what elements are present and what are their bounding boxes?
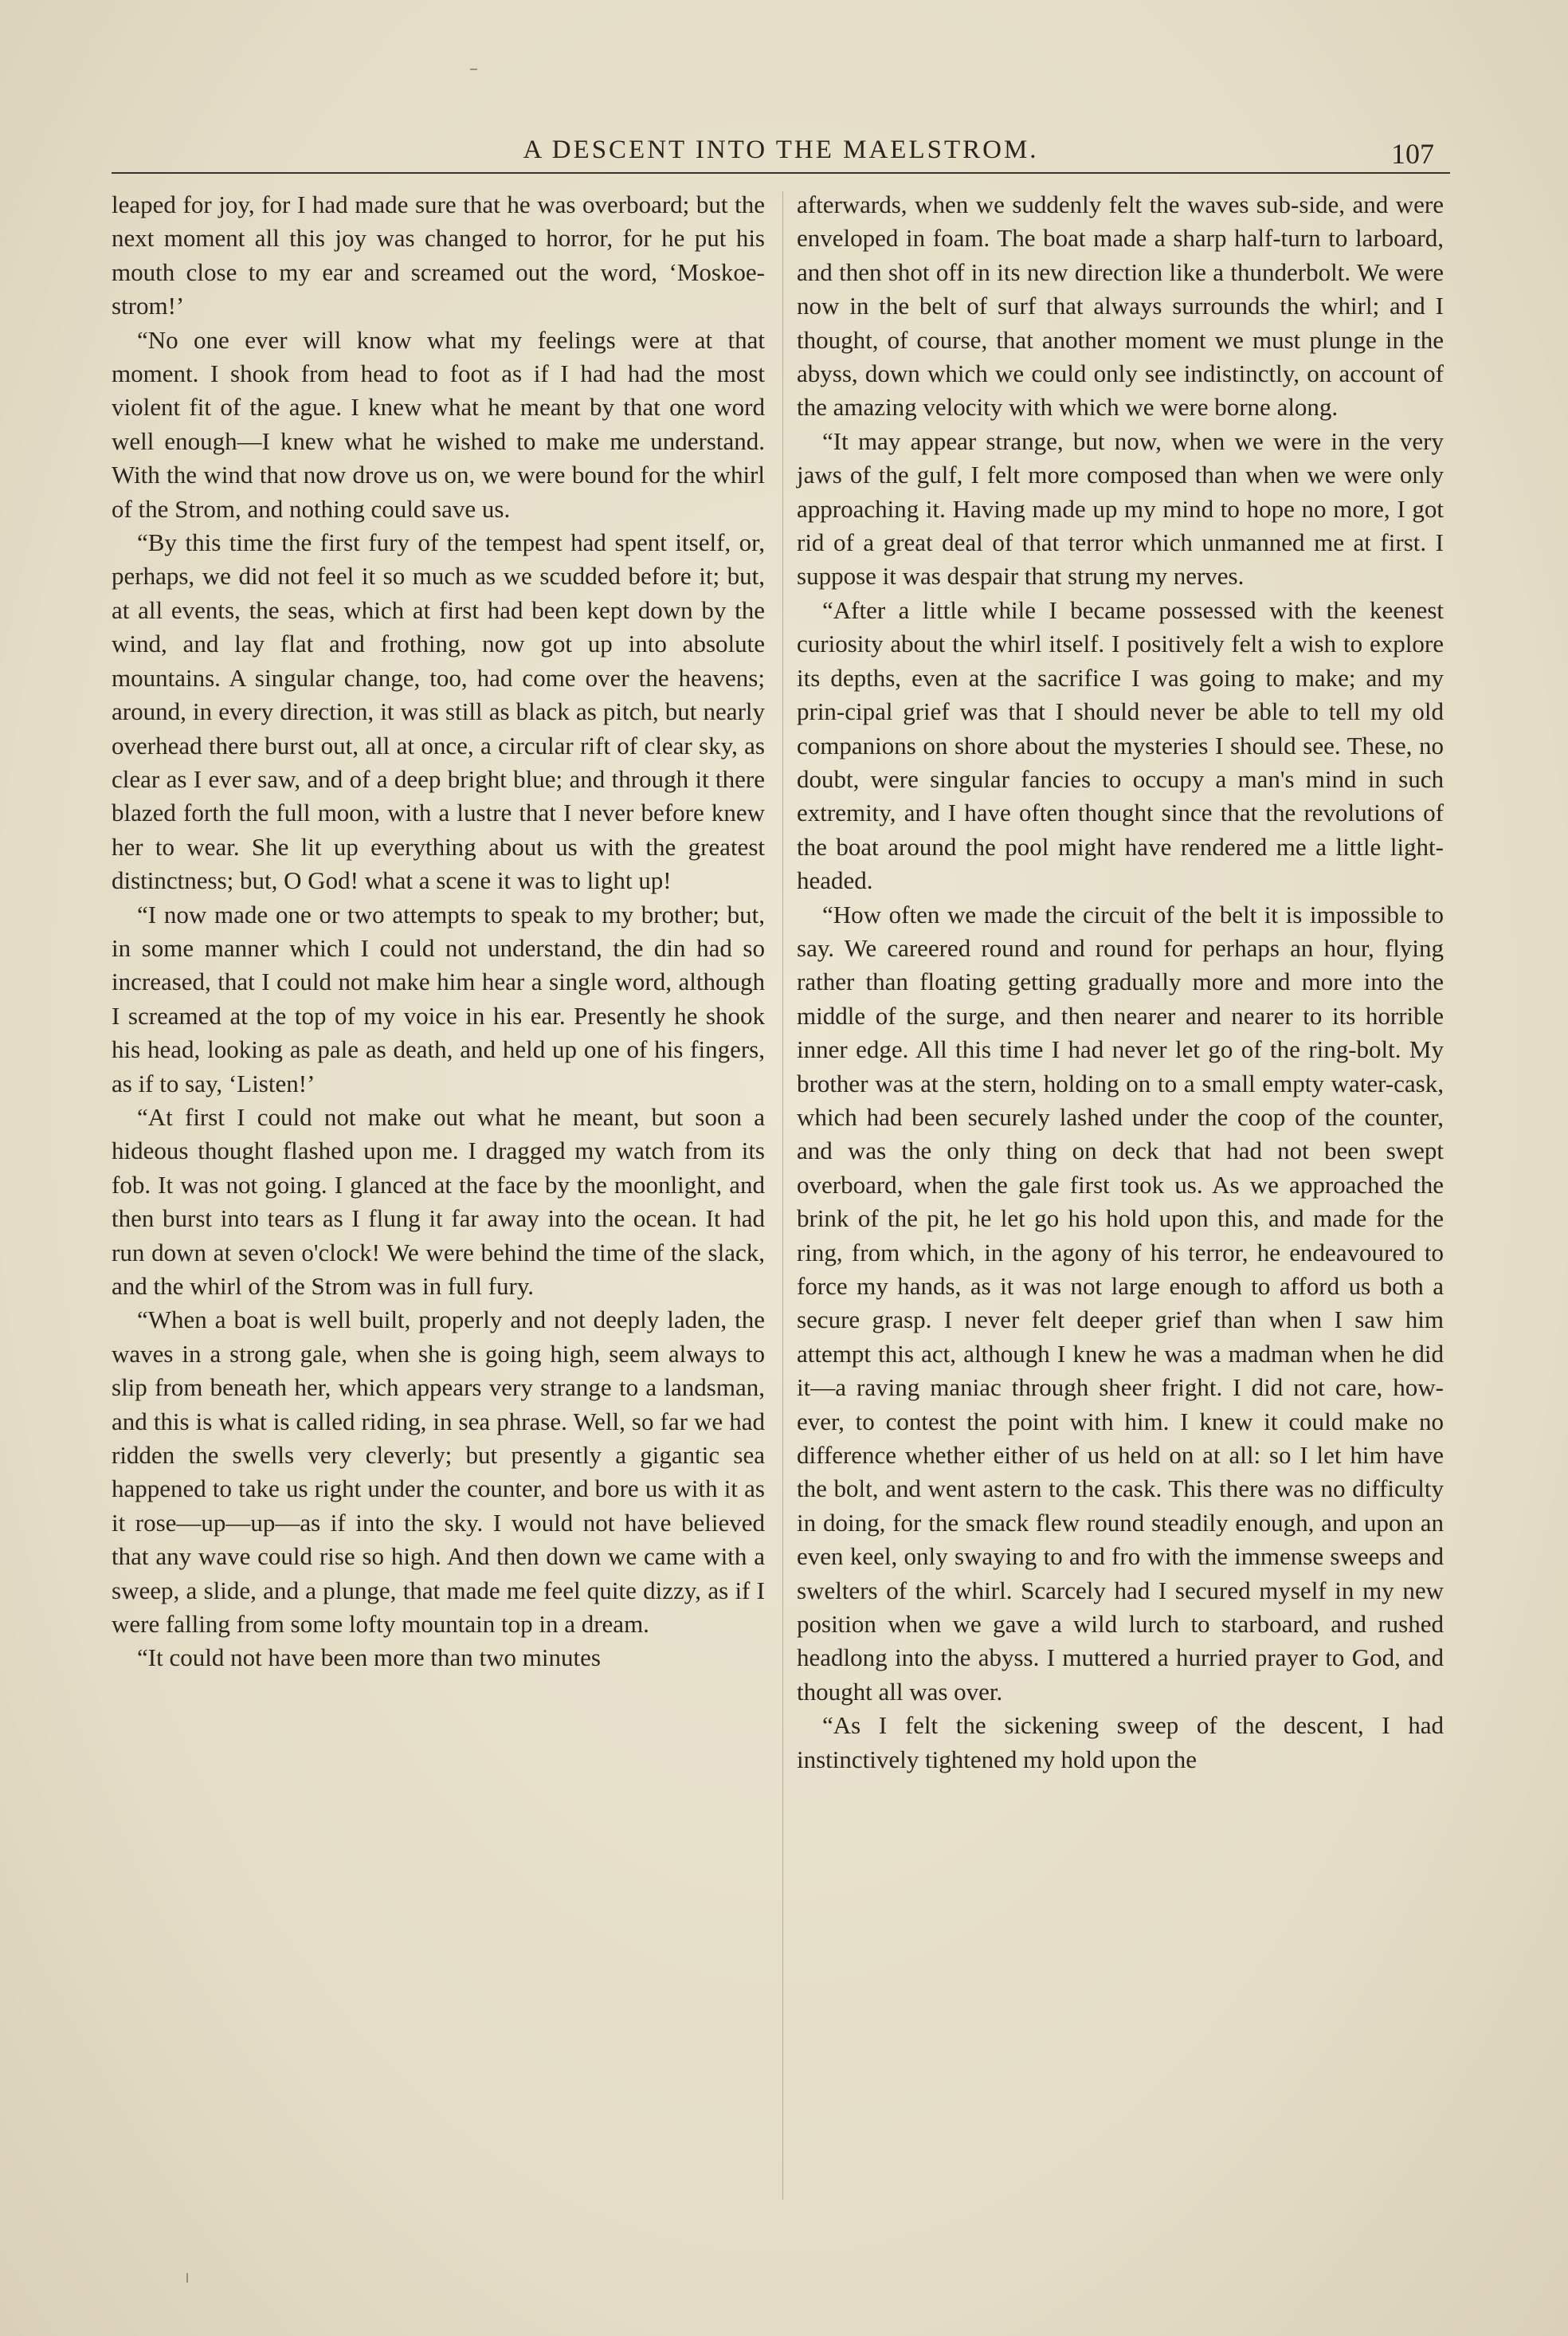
paragraph: “How often we made the circuit of the belt it is impossible to say. We careered round and round for perhaps an hour, flying rather than floating getting gradually more and more into the middle of the surge, and then nearer and nearer to its horrible inner edge. All this time I had never let go of the ring-bolt. My brother was at the stern, holding on to a small empty water-cask, which had been securely lashed under the coop of the counter, and was the only thing on deck that had not been swept overboard, when the gale first took us. As we approached the brink of the pit, he let go his hold upon this, and made for the ring, from which, in the agony of his terror, he endeavoured to force my hands, as it was not large enough to afford us both a secure grasp. I never felt deeper grief than when I saw him attempt this act, although I knew he was a madman when he did it—a raving maniac through sheer fright. I did not care, how-ever, to contest the point with him. I knew it could make no difference whether either of us held on at all: so I let him have the bolt, and went astern to the cask. This there was no difficulty in doing, for the smack flew round steadily enough, and upon an even keel, only swaying to and fro with the immense sweeps and swelters of the whirl. Scarcely had I secured myself in my new position when we gave a wild lurch to starboard, and rushed headlong into the abyss. I muttered a hurried prayer to God, and thought all was over. [797,900,1444,1706]
paragraph: “No one ever will know what my feelings were at that moment. I shook from head to foot as if I had had the most violent fit of the ague. I knew what he meant by that one word well enough—I knew what he wished to make me understand. With the wind that now drove us on, we were bound for the whirl of the Strom, and nothing could save us. [112,325,765,523]
page-number: 107 [1391,138,1434,170]
left-column [112,188,765,1675]
running-title: A DESCENT INTO THE MAELSTROM. [523,135,1039,164]
page-speck [186,2273,188,2283]
page-header [112,128,1450,175]
paragraph: “I now made one or two attempts to speak to my brother; but, in some manner which I could not understand, the din had so increased, that I could not make him hear a single word, although I screamed at the top of my voice in his ear. Presently he shook his head, looking as pale as death, and held up one of his fingers, as if to say, ‘Listen!’ [112,900,765,1097]
paragraph: “As I felt the sickening sweep of the descent, I had instinctively tightened my hold upon the [797,1711,1444,1773]
paragraph: leaped for joy, for I had made sure that he was overboard; but the next moment all this joy was changed to horror, for he put his mouth close to my ear and screamed out the word, ‘Moskoe-strom!’ [112,190,765,320]
paragraph: afterwards, when we suddenly felt the waves sub-side, and were enveloped in foam. The boat made a sharp half-turn to larboard, and then shot off in its new direction like a thunderbolt. We were now in the belt of surf that always surrounds the whirl; and I thought, of course, that another moment we must plunge in the abyss, down which we could only see indistinctly, on account of the amazing velocity with which we were borne along. [797,190,1444,422]
paragraph: “It could not have been more than two minutes [137,1643,601,1672]
right-column [797,188,1444,1777]
column-divider [782,191,783,2200]
paragraph: “By this time the first fury of the tempest had spent itself, or, perhaps, we did not feel it so much as we scudded before it; but, at all events, the seas, which at first had been kept down by the wind, and lay flat and frothing, now got up into absolute mountains. A singular change, too, had come over the heavens; around, in every direction, it was still as black as pitch, but nearly overhead there burst out, all at once, a circular rift of clear sky, as clear as I ever saw, and of a deep bright blue; and through it there blazed forth the full moon, with a lustre that I never before knew her to wear. She lit up everything about us with the greatest distinctness; but, O God! what a scene it was to light up! [112,528,765,895]
paragraph: “When a boat is well built, properly and not deeply laden, the waves in a strong gale, when she is going high, seem always to slip from beneath her, which appears very strange to a landsman, and this is what is called riding, in sea phrase. Well, so far we had ridden the swells very cleverly; but presently a gigantic sea happened to take us right under the counter, and bore us with it as it rose—up—up—as if into the sky. I would not have believed that any wave could rise so high. And then down we came with a sweep, a slide, and a plunge, that made me feel quite dizzy, as if I were falling from some lofty mountain top in a dream. [112,1305,765,1639]
paragraph: “After a little while I became possessed with the keenest curiosity about the whirl itself. I positively felt a wish to explore its depths, even at the sacrifice I was going to make; and my prin-cipal grief was that I should never be able to tell my old companions on shore about the mysteries I should see. These, no doubt, were singular fancies to occupy a man's mind in such extremity, and I have often thought since that the revolutions of the boat around the pool might have rendered me a little light-headed. [797,595,1444,895]
paragraph: “It may appear strange, but now, when we were in the very jaws of the gulf, I felt more composed than when we were only approaching it. Having made up my mind to hope no more, I got rid of a great deal of that terror which unmanned me at first. I suppose it was despair that strung my nerves. [797,426,1444,591]
page-speck [470,69,477,70]
header-rule [112,172,1450,174]
paragraph: “At first I could not make out what he meant, but soon a hideous thought flashed upon me. I dragged my watch from its fob. It was not going. I glanced at the face by the moonlight, and then burst into tears as I flung it far away into the ocean. It had run down at seven o'clock! We were behind the time of the slack, and the whirl of the Strom was in full fury. [112,1102,765,1300]
